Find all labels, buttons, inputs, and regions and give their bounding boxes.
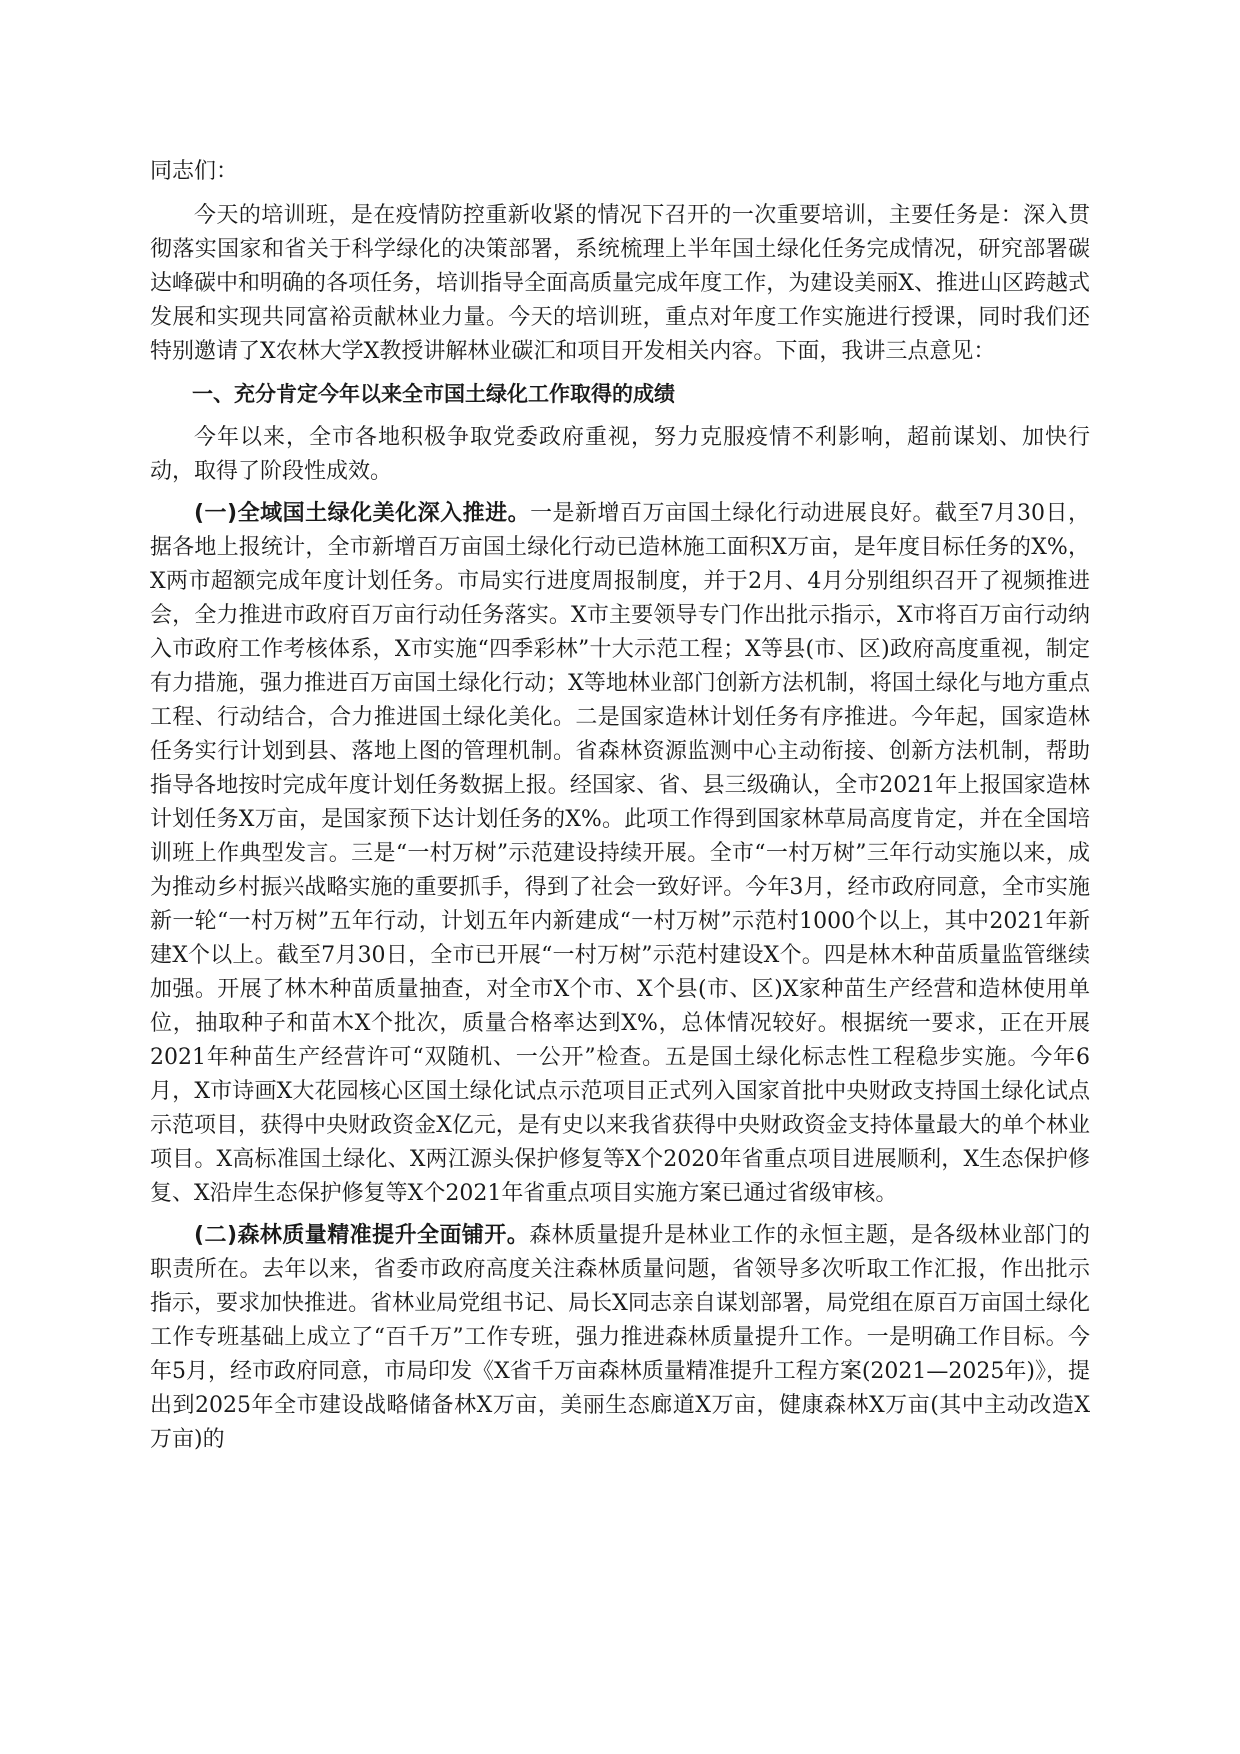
section-2-paragraph xyxy=(150,1219,1090,1457)
section-heading-1: 一、充分肯定今年以来全市国土绿化工作取得的成绩 xyxy=(192,382,675,406)
salutation: 同志们： xyxy=(150,159,239,184)
document-page xyxy=(150,155,1090,1465)
section-1-paragraph xyxy=(150,497,1090,1211)
section-2-lead: (二)森林质量精准提升全面铺开。 xyxy=(194,1223,530,1248)
section-2-body: 森林质量提升是林业工作的永恒主题，是各级林业部门的职责所在。去年以来，省委市政府高度关注森林质量问题，省领导多次听取工作汇报，作出批示指示，要求加快推进。省林业局党组书记、局长X同志亲自谋划部署，局党组在原百万亩国土绿化工作专班基础上成立了“百千万”工作专班，强力推进森林质量提升工作。一是明确工作目标。今年5月，经市政府同意，市局印发《X省千万亩森林质量精准提升工程方案(2021—2025年)》，提出到2025年全市建设战略储备林X万亩，美丽生态廊道X万亩，健康森林X万亩(其中主动改造X万亩)的 xyxy=(150,1223,1090,1452)
section-1-lead: (一)全域国土绿化美化深入推进。 xyxy=(194,501,531,526)
intro-paragraph: 今天的培训班，是在疫情防控重新收紧的情况下召开的一次重要培训，主要任务是：深入贯彻落实国家和省关于科学绿化的决策部署，系统梳理上半年国土绿化任务完成情况，研究部署碳达峰碳中和明确的各项任务，培训指导全面高质量完成年度工作，为建设美丽X、推进山区跨越式发展和实现共同富裕贡献林业力量。今天的培训班，重点对年度工作实施进行授课，同时我们还特别邀请了X农林大学X教授讲解林业碳汇和项目开发相关内容。下面，我讲三点意见： xyxy=(150,203,1090,364)
section-1-body: 一是新增百万亩国土绿化行动进展良好。截至7月30日，据各地上报统计，全市新增百万亩国土绿化行动已造林施工面积X万亩，是年度目标任务的X%，X两市超额完成年度计划任务。市局实行进度周报制度，并于2月、4月分别组织召开了视频推进会，全力推进市政府百万亩行动任务落实。X市主要领导专门作出批示指示，X市将百万亩行动纳入市政府工作考核体系，X市实施“四季彩林”十大示范工程；X等县(市、区)政府高度重视，制定有力措施，强力推进百万亩国土绿化行动；X等地林业部门创新方法机制，将国土绿化与地方重点工程、行动结合，合力推进国土绿化美化。二是国家造林计划任务有序推进。今年起，国家造林任务实行计划到县、落地上图的管理机制。省森林资源监测中心主动衔接、创新方法机制，帮助指导各地按时完成年度计划任务数据上报。经国家、省、县三级确认，全市2021年上报国家造林计划任务X万亩，是国家预下达计划任务的X%。此项工作得到国家林草局高度肯定，并在全国培训班上作典型发言。三是“一村万树”示范建设持续开展。全市“一村万树”三年行动实施以来，成为推动乡村振兴战略实施的重要抓手，得到了社会一致好评。今年3月，经市政府同意，全市实施新一轮“一村万树”五年行动，计划五年内新建成“一村万树”示范村1000个以上，其中2021年新建X个以上。截至7月30日，全市已开展“一村万树”示范村建设X个。四是林木种苗质量监管继续加强。开展了林木种苗质量抽查，对全市X个市、X个县(市、区)X家种苗生产经营和造林使用单位，抽取种子和苗木X个批次，质量合格率达到X%，总体情况较好。根据统一要求，正在开展2021年种苗生产经营许可“双随机、一公开”检查。五是国土绿化标志性工程稳步实施。今年6月，X市诗画X大花园核心区国土绿化试点示范项目正式列入国家首批中央财政支持国土绿化试点示范项目，获得中央财政资金X亿元，是有史以来我省获得中央财政资金支持体量最大的单个林业项目。X高标准国土绿化、X两江源头保护修复等X个2020年省重点项目进展顺利，X生态保护修复、X沿岸生态保护修复等X个2021年省重点项目实施方案已通过省级审核。 xyxy=(150,501,1090,1206)
summary-paragraph: 今年以来，全市各地积极争取党委政府重视，努力克服疫情不利影响，超前谋划、加快行动，取得了阶段性成效。 xyxy=(150,425,1090,484)
